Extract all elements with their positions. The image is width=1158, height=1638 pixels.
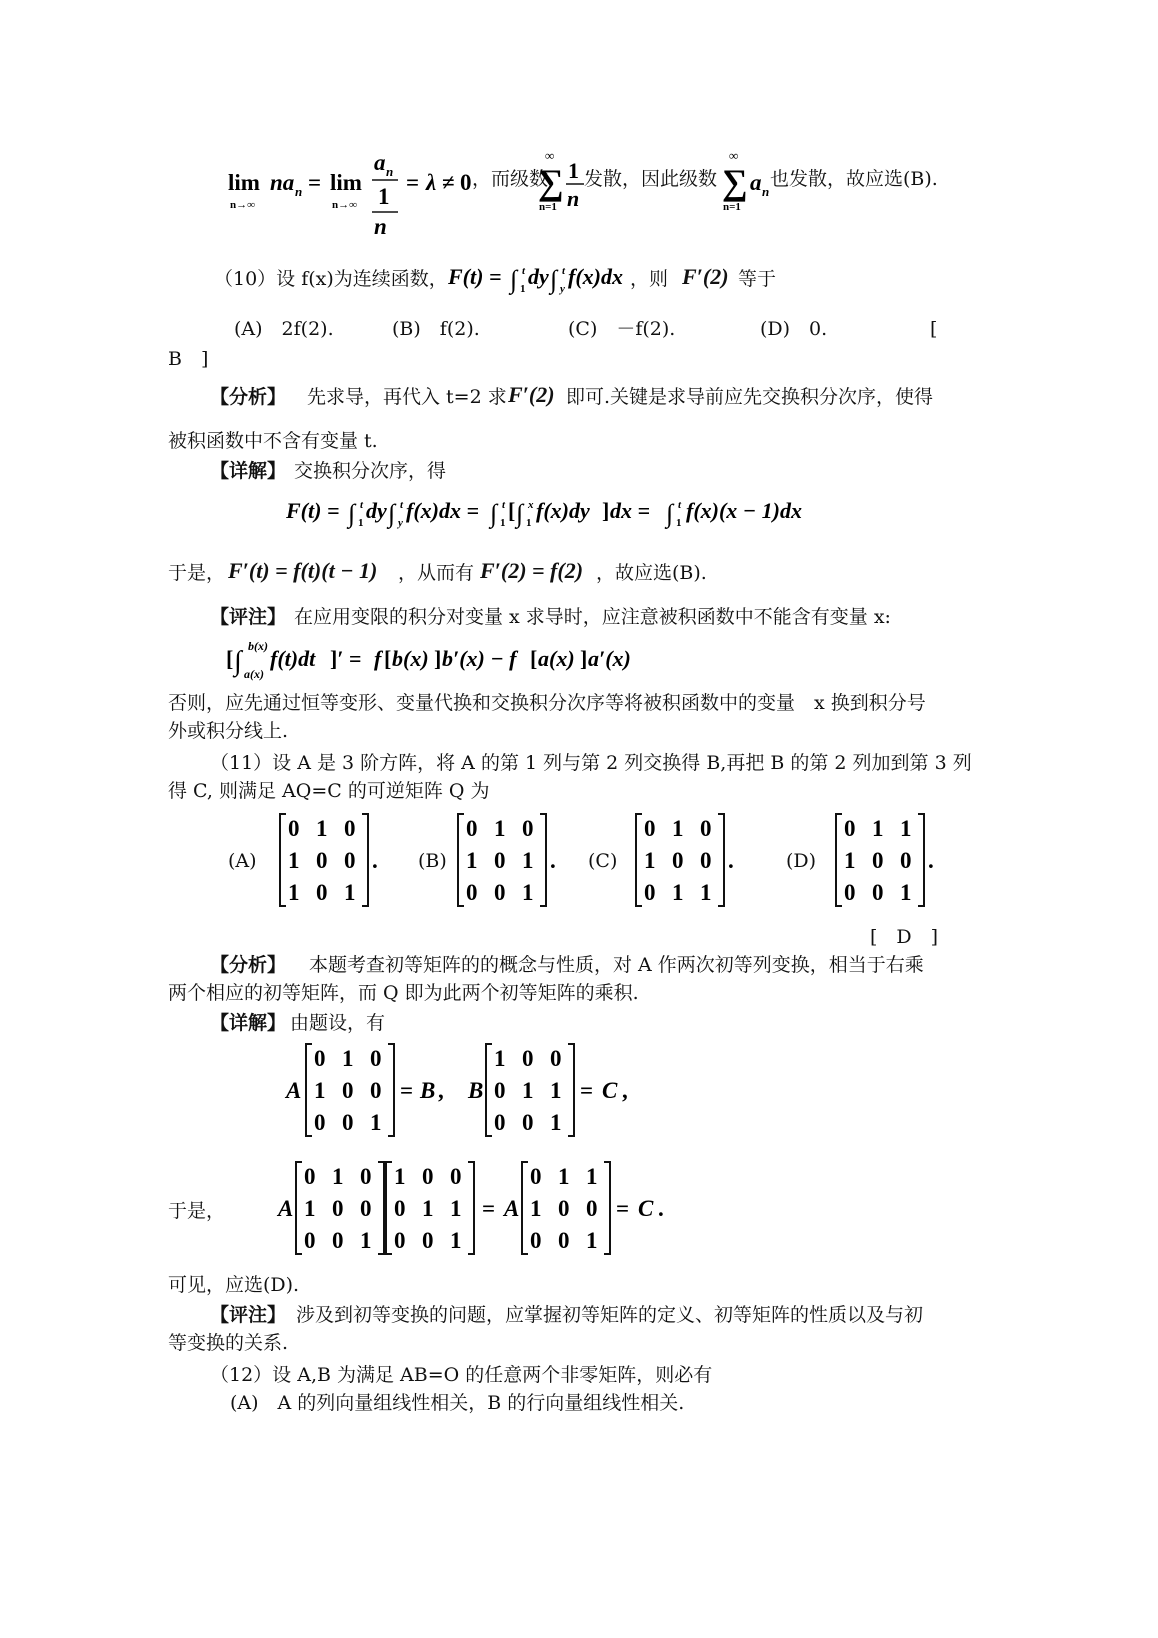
svg-text:0: 0 xyxy=(360,1196,372,1221)
svg-text:≠: ≠ xyxy=(442,170,455,195)
svg-text:.: . xyxy=(372,848,378,873)
svg-text:y: y xyxy=(398,517,403,529)
svg-text:0: 0 xyxy=(522,816,534,841)
svg-text:0: 0 xyxy=(314,1110,326,1135)
svg-text:0: 0 xyxy=(872,848,884,873)
svg-text:0: 0 xyxy=(494,1078,506,1103)
svg-text:0: 0 xyxy=(530,1164,542,1189)
svg-text:1: 1 xyxy=(520,283,526,295)
svg-text:∫: ∫ xyxy=(234,646,242,677)
svg-text:1: 1 xyxy=(314,1078,326,1103)
svg-text:∫: ∫ xyxy=(388,499,396,528)
svg-text:C: C xyxy=(638,1196,654,1221)
svg-text:[: [ xyxy=(226,646,234,671)
svg-text:0: 0 xyxy=(494,848,506,873)
svg-text:a′(x): a′(x) xyxy=(588,646,631,671)
q10-exchange-formula xyxy=(286,488,806,532)
svg-text:n: n xyxy=(295,184,303,199)
svg-text:f(x)dx =: f(x)dx = xyxy=(406,498,480,523)
svg-text:n→∞: n→∞ xyxy=(230,199,255,211)
svg-text:b(x): b(x) xyxy=(248,639,268,653)
svg-text:]′ =: ]′ = xyxy=(330,646,362,671)
svg-text:0: 0 xyxy=(644,816,656,841)
svg-text:0: 0 xyxy=(344,848,356,873)
svg-text:n: n xyxy=(762,184,770,199)
svg-text:=: = xyxy=(482,1196,496,1221)
q10-Fprime-t: F′(t) = f(t)(t − 1) xyxy=(228,558,378,583)
svg-text:0: 0 xyxy=(370,1078,382,1103)
svg-text:∞: ∞ xyxy=(729,148,739,163)
svg-text:=: = xyxy=(308,170,322,195)
q11-note-line2: 等变换的关系. xyxy=(168,1332,289,1354)
svg-text:1: 1 xyxy=(342,1046,354,1071)
text-after-sum2: 也发散，故应选(B). xyxy=(770,168,938,190)
svg-text:0: 0 xyxy=(450,1164,462,1189)
svg-text:0: 0 xyxy=(586,1196,598,1221)
q10-leibniz-formula xyxy=(226,634,631,684)
svg-text:1: 1 xyxy=(450,1228,462,1253)
svg-text:=: = xyxy=(616,1196,630,1221)
svg-text:dy: dy xyxy=(366,498,387,523)
svg-text:A: A xyxy=(278,1196,294,1221)
svg-text:1: 1 xyxy=(344,880,356,905)
svg-text:0: 0 xyxy=(522,1110,534,1135)
svg-text:[: [ xyxy=(384,646,392,671)
svg-text:1: 1 xyxy=(358,517,364,529)
svg-text:∫: ∫ xyxy=(490,499,498,528)
q11-stem-line1: （11）设 A 是 3 阶方阵，将 A 的第 1 列与第 2 列交换得 B,再把 B 的第 2 列加到第 3 列 xyxy=(210,752,972,774)
svg-text:1: 1 xyxy=(900,816,912,841)
svg-text:0: 0 xyxy=(304,1164,316,1189)
svg-text:0: 0 xyxy=(332,1228,344,1253)
svg-text:1: 1 xyxy=(530,1196,542,1221)
q11-stem-line2: 得 C, 则满足 AQ=C 的可逆矩阵 Q 为 xyxy=(168,780,490,802)
q12-stem: （12）设 A,B 为满足 AB=O 的任意两个非零矩阵，则必有 xyxy=(210,1364,713,1386)
q11-answer: [ D ] xyxy=(870,926,939,948)
svg-text:f(x)(x − 1)dx: f(x)(x − 1)dx xyxy=(686,498,802,523)
svg-text:1: 1 xyxy=(844,848,856,873)
svg-text:0: 0 xyxy=(700,816,712,841)
svg-text:A: A xyxy=(286,1078,302,1103)
q12-option-a: (A) A 的列向量组线性相关，B 的行向量组线性相关. xyxy=(230,1392,685,1414)
svg-text:,: , xyxy=(438,1078,444,1103)
svg-text:0: 0 xyxy=(422,1228,434,1253)
limit-formula xyxy=(228,148,473,240)
svg-text:b′(x) − f: b′(x) − f xyxy=(442,646,517,671)
q10-option-b: (B) f(2). xyxy=(392,318,480,340)
q10-Fprime2-result: F′(2) = f(2) xyxy=(480,558,584,583)
svg-text:0: 0 xyxy=(342,1110,354,1135)
svg-text:0: 0 xyxy=(332,1196,344,1221)
q11-analysis-line2: 两个相应的初等矩阵，而 Q 即为此两个初等矩阵的乘积. xyxy=(168,982,639,1004)
svg-text:0: 0 xyxy=(844,816,856,841)
q10-thus-prefix: 于是， xyxy=(168,562,226,584)
q11-equation-AB-BC xyxy=(286,1040,646,1140)
svg-text:0: 0 xyxy=(360,1164,372,1189)
q10-option-c: (C) －f(2). xyxy=(568,318,676,340)
svg-text:1: 1 xyxy=(316,816,328,841)
svg-text:1: 1 xyxy=(558,1164,570,1189)
svg-text:]: ] xyxy=(602,498,610,523)
svg-text:1: 1 xyxy=(288,880,300,905)
svg-text:n→∞: n→∞ xyxy=(332,199,357,211)
q10-Ft-formula xyxy=(448,256,638,296)
svg-text:0: 0 xyxy=(844,880,856,905)
svg-text:dy: dy xyxy=(528,264,549,289)
svg-text:na: na xyxy=(270,170,295,195)
svg-text:∫: ∫ xyxy=(516,499,524,528)
svg-text:0: 0 xyxy=(558,1196,570,1221)
svg-text:n=1: n=1 xyxy=(539,201,557,213)
svg-text:1: 1 xyxy=(304,1196,316,1221)
q10-analysis-part1: 先求导，再代入 t=2 求 xyxy=(288,386,507,408)
q10-stem-suffix: 等于 xyxy=(738,268,777,290)
svg-text:0: 0 xyxy=(494,880,506,905)
svg-text:0: 0 xyxy=(304,1228,316,1253)
series-a-n xyxy=(720,148,770,216)
svg-text:.: . xyxy=(658,1196,664,1221)
q11-matrix-b xyxy=(454,810,564,910)
svg-text:1: 1 xyxy=(500,517,506,529)
q11-matrix-a xyxy=(276,810,386,910)
svg-text:0: 0 xyxy=(644,880,656,905)
svg-text:[: [ xyxy=(508,498,516,523)
svg-text:∫: ∫ xyxy=(510,265,518,294)
q10-analysis-Fprime2: F′(2) xyxy=(508,382,555,407)
svg-text:a: a xyxy=(374,150,386,175)
q10-Fprime2: F′(2) xyxy=(682,264,729,289)
svg-text:t: t xyxy=(678,499,682,511)
svg-text:lim: lim xyxy=(228,170,260,195)
svg-text:1: 1 xyxy=(450,1196,462,1221)
svg-text:1: 1 xyxy=(378,184,390,209)
svg-text:[: [ xyxy=(530,646,538,671)
q11-analysis-label: 【分析】 xyxy=(210,954,287,976)
svg-text:0: 0 xyxy=(530,1228,542,1253)
svg-text:1: 1 xyxy=(676,517,682,529)
q10-bracket-open: [ xyxy=(930,318,938,340)
series-1-over-n xyxy=(536,148,588,216)
q11-equation-AQ-C xyxy=(278,1158,678,1258)
svg-text:∞: ∞ xyxy=(545,148,555,163)
q10-note-text: 在应用变限的积分对变量 x 求导时，应注意被积函数中不能含有变量 x: xyxy=(294,606,891,628)
svg-text:1: 1 xyxy=(872,816,884,841)
q10-option-d: (D) 0. xyxy=(760,318,828,340)
svg-text:=: = xyxy=(406,170,420,195)
svg-text:0: 0 xyxy=(466,816,478,841)
q10-analysis-label: 【分析】 xyxy=(210,386,287,408)
svg-text:∑: ∑ xyxy=(538,162,564,202)
svg-text:1: 1 xyxy=(288,848,300,873)
svg-text:1: 1 xyxy=(586,1164,598,1189)
svg-text:∫: ∫ xyxy=(348,499,356,528)
svg-text:a(x): a(x) xyxy=(538,646,575,671)
svg-text:]: ] xyxy=(580,646,588,671)
q11-conclusion: 可见，应选(D). xyxy=(168,1274,300,1296)
svg-text:t: t xyxy=(360,499,364,511)
svg-text:0: 0 xyxy=(288,816,300,841)
svg-text:a(x): a(x) xyxy=(244,667,264,681)
svg-text:n: n xyxy=(386,164,394,179)
svg-text:0: 0 xyxy=(558,1228,570,1253)
svg-text:0: 0 xyxy=(370,1046,382,1071)
svg-text:∑: ∑ xyxy=(722,162,748,202)
svg-text:0: 0 xyxy=(394,1196,406,1221)
svg-text:1: 1 xyxy=(568,158,579,183)
svg-text:dx =: dx = xyxy=(610,498,651,523)
svg-text:0: 0 xyxy=(460,170,472,195)
svg-text:n: n xyxy=(374,214,387,239)
svg-text:lim: lim xyxy=(330,170,362,195)
svg-text:λ: λ xyxy=(426,170,437,195)
q11-option-d-label: (D) xyxy=(786,850,817,872)
q10-stem-mid: ，则 xyxy=(630,268,669,290)
svg-text:f: f xyxy=(374,646,382,671)
svg-text:0: 0 xyxy=(900,848,912,873)
svg-text:1: 1 xyxy=(494,1046,506,1071)
svg-text:b(x): b(x) xyxy=(392,646,429,671)
svg-text:1: 1 xyxy=(526,517,532,529)
svg-text:A: A xyxy=(504,1196,520,1221)
svg-text:1: 1 xyxy=(422,1196,434,1221)
svg-text:.: . xyxy=(928,848,934,873)
q10-analysis-line2: 被积函数中不含有变量 t. xyxy=(168,430,378,452)
q11-matrix-d xyxy=(832,810,942,910)
q10-analysis-part2: 即可.关键是求导前应先交换积分次序，使得 xyxy=(566,386,934,408)
svg-text:B: B xyxy=(420,1078,436,1103)
svg-text:1: 1 xyxy=(360,1228,372,1253)
q11-option-c-label: (C) xyxy=(588,850,618,872)
svg-text:1: 1 xyxy=(494,816,506,841)
q10-thus-mid: ，从而有 xyxy=(398,562,475,584)
q10-answer: B ] xyxy=(168,348,209,370)
svg-text:1: 1 xyxy=(332,1164,344,1189)
svg-text:1: 1 xyxy=(586,1228,598,1253)
svg-text:.: . xyxy=(550,848,556,873)
svg-text:0: 0 xyxy=(522,1046,534,1071)
svg-text:t: t xyxy=(562,265,566,277)
svg-text:1: 1 xyxy=(550,1110,562,1135)
svg-text:1: 1 xyxy=(522,880,534,905)
q11-thus-label: 于是， xyxy=(168,1200,226,1222)
svg-text:1: 1 xyxy=(522,848,534,873)
svg-text:0: 0 xyxy=(494,1110,506,1135)
svg-text:0: 0 xyxy=(316,848,328,873)
q11-note-label: 【评注】 xyxy=(210,1304,287,1326)
q11-option-b-label: (B) xyxy=(418,850,447,872)
svg-text:f(t)dt: f(t)dt xyxy=(270,646,316,671)
svg-text:1: 1 xyxy=(522,1078,534,1103)
svg-text:1: 1 xyxy=(700,880,712,905)
text-after-limit: ，而级数 xyxy=(472,168,549,190)
svg-text:0: 0 xyxy=(344,816,356,841)
svg-text:.: . xyxy=(728,848,734,873)
q10-stem-prefix: （10）设 f(x)为连续函数， xyxy=(214,268,448,290)
q11-option-a-label: (A) xyxy=(228,850,257,872)
svg-text:B: B xyxy=(468,1078,484,1103)
svg-text:n: n xyxy=(567,186,580,211)
svg-text:0: 0 xyxy=(700,848,712,873)
q10-option-a: (A) 2f(2). xyxy=(234,318,334,340)
svg-text:0: 0 xyxy=(342,1078,354,1103)
svg-text:f(x)dx: f(x)dx xyxy=(568,264,623,289)
svg-text:0: 0 xyxy=(394,1228,406,1253)
svg-text:1: 1 xyxy=(900,880,912,905)
q10-note-label: 【评注】 xyxy=(210,606,287,628)
svg-text:t: t xyxy=(502,499,506,511)
svg-text:0: 0 xyxy=(466,880,478,905)
q11-detail-label: 【详解】 xyxy=(210,1012,287,1034)
svg-text:1: 1 xyxy=(644,848,656,873)
svg-text:1: 1 xyxy=(370,1110,382,1135)
q10-thus-suffix: ，故应选(B). xyxy=(596,562,707,584)
svg-text:1: 1 xyxy=(550,1078,562,1103)
q11-note-line1: 涉及到初等变换的问题，应掌握初等矩阵的定义、初等矩阵的性质以及与初 xyxy=(296,1304,924,1326)
svg-text:f(x)dy: f(x)dy xyxy=(536,498,590,523)
svg-text:x: x xyxy=(528,499,534,511)
svg-text:n=1: n=1 xyxy=(723,201,741,213)
svg-text:]: ] xyxy=(434,646,442,671)
svg-text:1: 1 xyxy=(672,880,684,905)
svg-text:t: t xyxy=(522,265,526,277)
svg-text:1: 1 xyxy=(672,816,684,841)
svg-text:F(t) =: F(t) = xyxy=(448,264,502,289)
svg-text:0: 0 xyxy=(422,1164,434,1189)
svg-text:0: 0 xyxy=(872,880,884,905)
svg-text:1: 1 xyxy=(394,1164,406,1189)
q10-detail-text: 交换积分次序，得 xyxy=(294,460,447,482)
svg-text:t: t xyxy=(400,499,404,511)
svg-text:y: y xyxy=(560,283,565,295)
svg-text:1: 1 xyxy=(466,848,478,873)
svg-text:0: 0 xyxy=(672,848,684,873)
svg-text:∫: ∫ xyxy=(550,265,558,294)
q11-detail-text: 由题设，有 xyxy=(290,1012,386,1034)
q10-after-note-line2: 外或积分线上. xyxy=(168,720,289,742)
q10-after-note-line1: 否则，应先通过恒等变形、变量代换和交换积分次序等将被积函数中的变量 x 换到积分号 xyxy=(168,692,926,714)
svg-text:C: C xyxy=(602,1078,618,1103)
text-after-sum1: 发散，因此级数 xyxy=(584,168,718,190)
svg-text:=: = xyxy=(400,1078,414,1103)
q11-analysis-line1: 本题考查初等矩阵的的概念与性质，对 A 作两次初等列变换，相当于右乘 xyxy=(290,954,924,976)
svg-text:=: = xyxy=(580,1078,594,1103)
q11-matrix-c xyxy=(632,810,742,910)
svg-text:a: a xyxy=(750,170,762,195)
q10-detail-label: 【详解】 xyxy=(210,460,287,482)
svg-text:0: 0 xyxy=(550,1046,562,1071)
svg-text:F(t) =: F(t) = xyxy=(286,498,340,523)
svg-text:0: 0 xyxy=(314,1046,326,1071)
svg-text:0: 0 xyxy=(316,880,328,905)
svg-text:,: , xyxy=(622,1078,628,1103)
svg-text:∫: ∫ xyxy=(666,499,674,528)
